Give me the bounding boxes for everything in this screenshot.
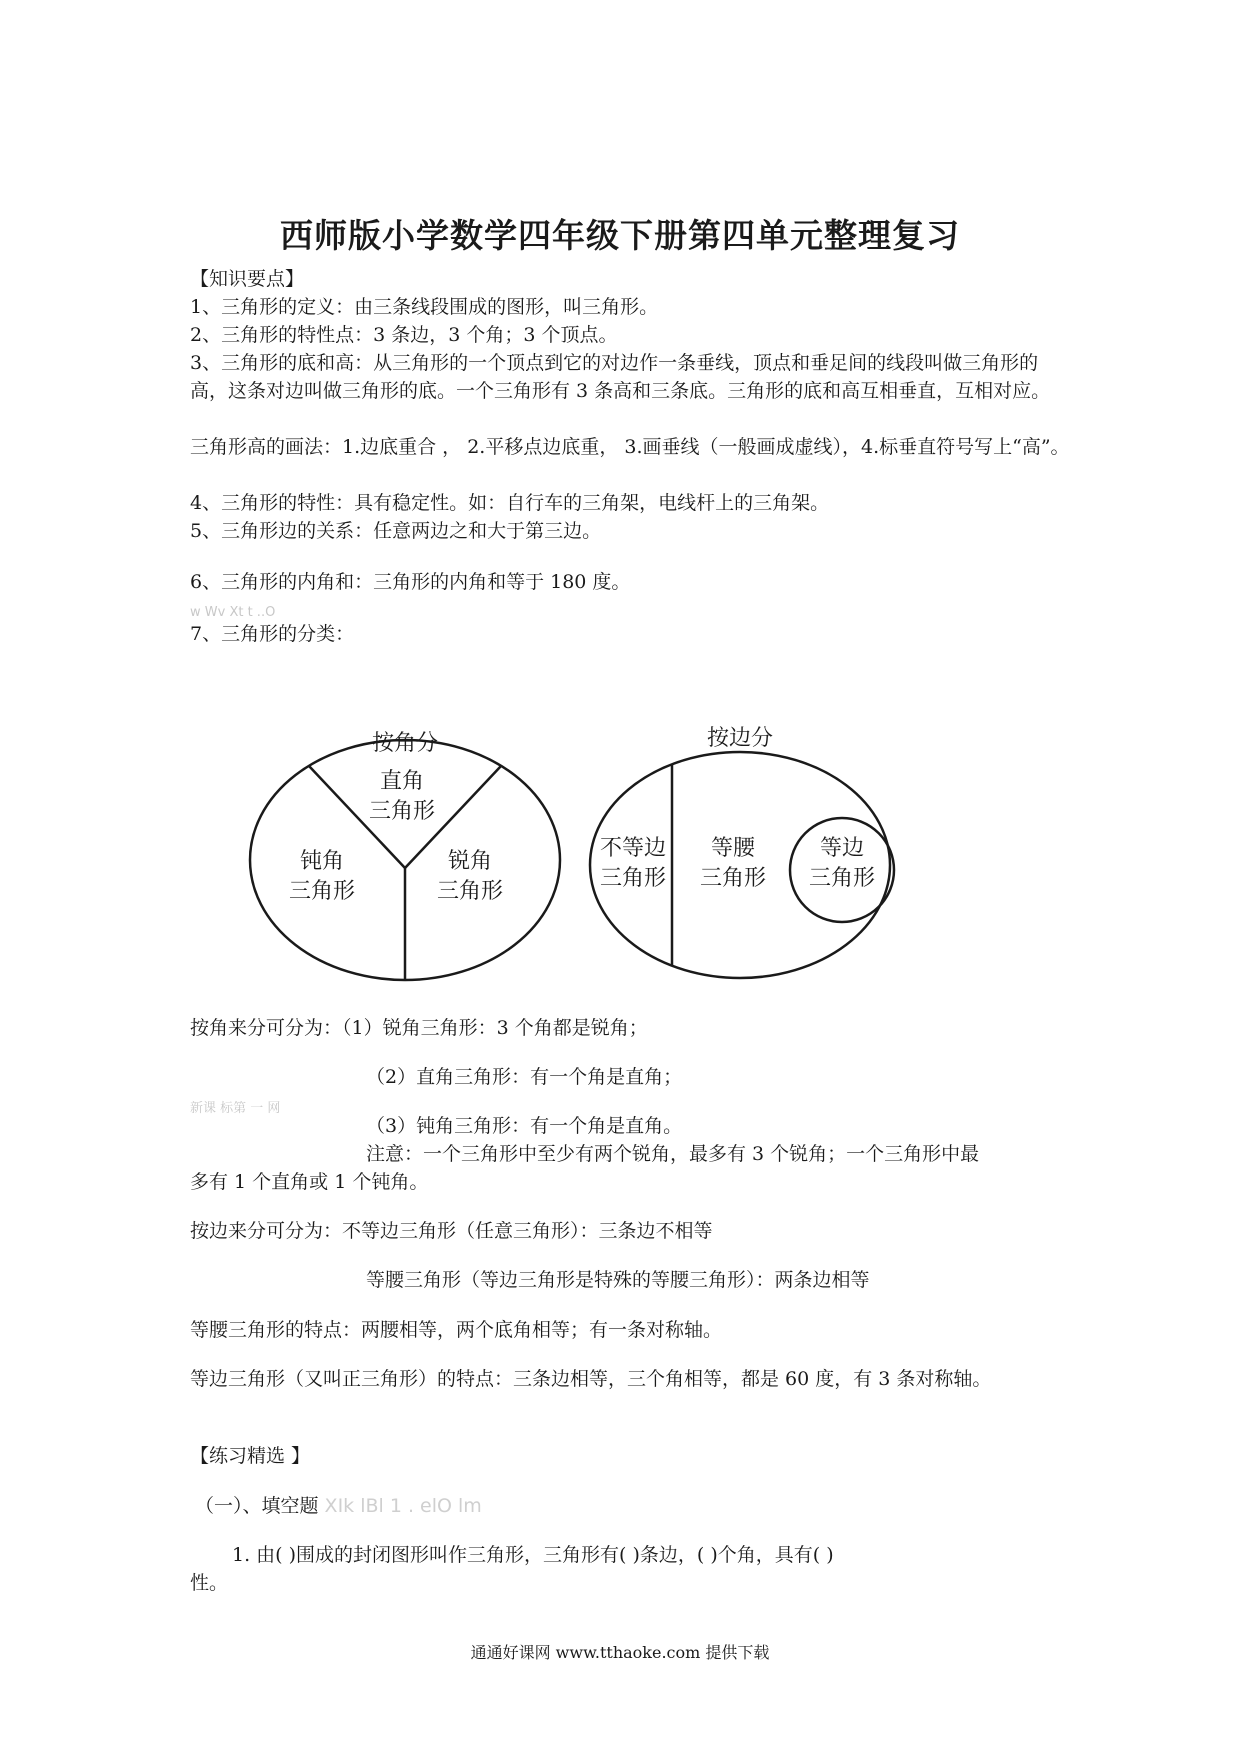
right-triangle-label-2: 三角形 [368,799,436,824]
angle-class-3: （3）钝角三角形：有一个角是直角。 [366,1115,683,1137]
side-class-1: 按边来分可分为：不等边三角形（任意三角形）：三条边不相等 [190,1220,713,1242]
by-side-diagram [590,726,894,978]
scalene-label-2: 三角形 [599,866,667,891]
angle-note-line-1: 注意：一个三角形中至少有两个锐角，最多有 3 个锐角；一个三角形中最 [366,1143,980,1165]
section-heading-practice: 【练习精选 】 [190,1445,311,1467]
fill-blank-heading [195,1492,482,1520]
acute-triangle-label-2: 三角形 [436,879,504,904]
section-heading-knowledge: 【知识要点】 [190,268,305,290]
acute-triangle-label-1: 锐角 [447,849,493,874]
by-side-heading: 按边分 [706,726,774,751]
right-triangle-label-1: 直角 [379,769,425,794]
isosceles-label-2: 三角形 [699,866,767,891]
angle-class-1: 按角来分可分为：（1）锐角三角形：3 个角都是锐角； [190,1017,648,1039]
isosceles-label-1: 等腰 [710,836,756,861]
point-3: 3、三角形的底和高：从三角形的一个顶点到它的对边作一条垂线，顶点和垂足间的线段叫做三角形的高，这条对边叫做三角形的底。一个三角形有 3 条高和三条底。三角形的底和高互相垂直，互相对应。 [190,352,1051,402]
page-title: 西师版小学数学四年级下册第四单元整理复习 [280,216,960,255]
equilateral-label-1: 等边 [819,836,865,861]
point-4: 4、三角形的特性：具有稳定性。如：自行车的三角架，电线杆上的三角架。 [190,492,830,514]
watermark-text: w Wv Xt t ..O [190,605,276,620]
point-2: 2、三角形的特性点：3 条边，3 个角；3 个顶点。 [190,324,618,346]
point-3-height-method: 三角形高的画法：1.边底重合 ， 2.平移点边底重， 3.画垂线（一般画成虚线），4.标垂直符号写上“高”。 [190,436,1070,458]
by-angle-heading: 按角分 [371,731,439,756]
watermark-text-2: 新课 标第 一 网 [190,1101,281,1116]
equilateral-features: 等边三角形（又叫正三角形）的特点：三条边相等，三个角相等，都是 60 度，有 3 条对称轴。 [190,1368,992,1390]
point-7: 7、三角形的分类： [190,623,355,645]
fill-blank-heading-text: （一）、填空题 [195,1495,319,1517]
point-5: 5、三角形边的关系：任意两边之和大于第三边。 [190,520,602,542]
scalene-label-1: 不等边 [599,836,667,861]
watermark-text-3: XIk lBl 1 . elO lm [318,1495,482,1517]
by-side-ellipse [590,752,890,978]
angle-note-line-2: 多有 1 个直角或 1 个钝角。 [190,1171,429,1193]
side-class-2: 等腰三角形（等边三角形是特殊的等腰三角形）：两条边相等 [366,1269,870,1291]
obtuse-triangle-label-2: 三角形 [288,879,356,904]
point-6: 6、三角形的内角和：三角形的内角和等于 180 度。 [190,571,631,593]
angle-class-2: （2）直角三角形：有一个角是直角； [366,1066,683,1088]
by-angle-diagram [250,731,560,980]
isosceles-features: 等腰三角形的特点：两腰相等，两个底角相等；有一条对称轴。 [190,1319,723,1341]
obtuse-triangle-label-1: 钝角 [299,849,345,874]
page-footer: 通通好课网 www.tthaoke.com 提供下载 [470,1643,770,1662]
point-1: 1、三角形的定义：由三条线段围成的图形，叫三角形。 [190,296,659,318]
question-1-line-2: 性。 [190,1572,229,1594]
question-1-line-1: 1. 由( )围成的封闭图形叫作三角形，三角形有( )条边，( )个角，具有( ) [232,1544,834,1566]
equilateral-label-2: 三角形 [808,866,876,891]
triangle-classification-diagram [230,700,930,990]
